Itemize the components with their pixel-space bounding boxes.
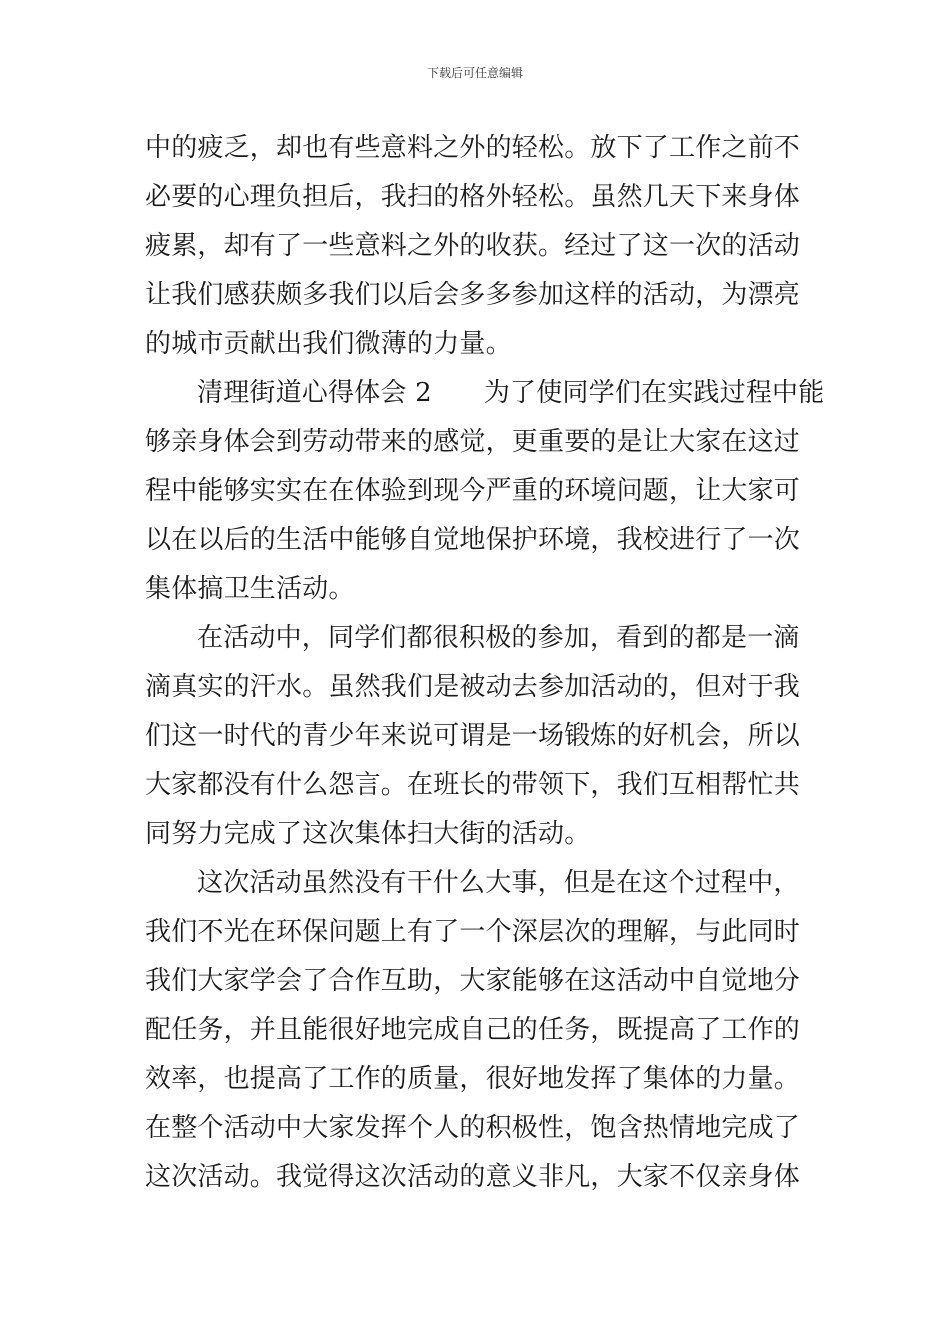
document-body bbox=[145, 124, 825, 1202]
text-line: 我们大家学会了合作互助，大家能够在这活动中自觉地分 bbox=[145, 966, 801, 996]
page-header: 下载后可任意编辑 bbox=[426, 66, 523, 80]
text-line: 程中能够实实在在体验到现今严重的环境问题，让大家可 bbox=[145, 476, 801, 506]
text-line: 大家都没有什么怨言。在班长的带领下，我们互相帮忙共 bbox=[145, 770, 801, 800]
paragraph-1 bbox=[145, 124, 815, 369]
text-line: 的城市贡献出我们微薄的力量。 bbox=[145, 329, 512, 359]
text-line: 必要的心理负担后，我扫的格外轻松。虽然几天下来身体 bbox=[145, 182, 801, 212]
text-line: 在整个活动中大家发挥个人的积极性，饱含热情地完成了 bbox=[145, 1113, 801, 1143]
text-line: 同努力完成了这次集体扫大街的活动。 bbox=[145, 819, 591, 849]
text-line: 让我们感获颇多我们以后会多多参加这样的活动，为漂亮 bbox=[145, 280, 801, 310]
text-line: 我们不光在环保问题上有了一个深层次的理解，与此同时 bbox=[145, 917, 801, 947]
paragraph-2 bbox=[145, 369, 825, 614]
text-line: 在活动中，同学们都很积极的参加，看到的都是一滴 bbox=[197, 623, 800, 653]
section-heading: 清理街道心得体会 2 bbox=[197, 378, 432, 408]
text-line: 集体搞卫生活动。 bbox=[145, 574, 355, 604]
text-line: 滴真实的汗水。虽然我们是被动去参加活动的，但对于我 bbox=[145, 672, 801, 702]
text-line: 这次活动。我觉得这次活动的意义非凡，大家不仅亲身体 bbox=[145, 1162, 801, 1192]
text-line: 中的疲乏，却也有些意料之外的轻松。放下了工作之前不 bbox=[145, 133, 801, 163]
paragraph-4 bbox=[145, 859, 815, 1202]
text-line: 配任务，并且能很好地完成自己的任务，既提高了工作的 bbox=[145, 1015, 801, 1045]
text-run: 为了使同学们在实践过程中能 bbox=[483, 378, 825, 408]
text-line bbox=[145, 369, 825, 418]
text-line: 效率，也提高了工作的质量，很好地发挥了集体的力量。 bbox=[145, 1064, 801, 1094]
text-line: 这次活动虽然没有干什么大事，但是在这个过程中， bbox=[197, 868, 800, 898]
text-line: 够亲身体会到劳动带来的感觉，更重要的是让大家在这过 bbox=[145, 427, 801, 457]
paragraph-3 bbox=[145, 614, 815, 859]
text-line: 们这一时代的青少年来说可谓是一场锻炼的好机会，所以 bbox=[145, 721, 801, 751]
text-line: 以在以后的生活中能够自觉地保护环境，我校进行了一次 bbox=[145, 525, 801, 555]
text-line: 疲累，却有了一些意料之外的收获。经过了这一次的活动 bbox=[145, 231, 801, 261]
